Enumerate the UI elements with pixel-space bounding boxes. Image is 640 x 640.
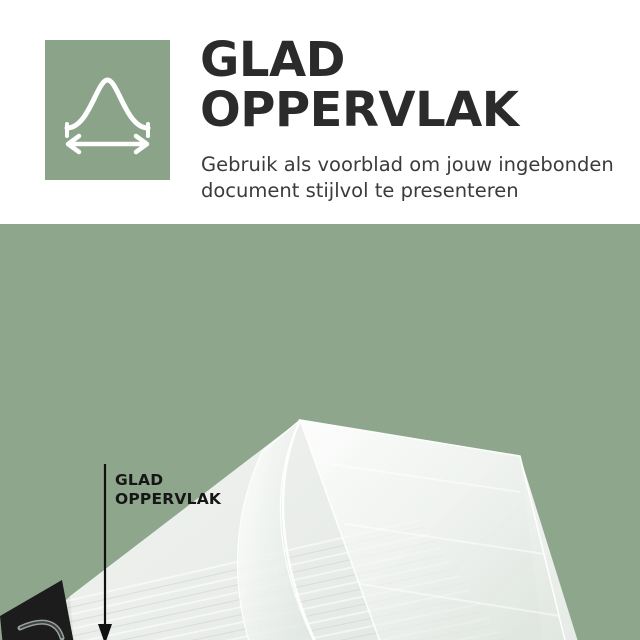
header-section — [0, 0, 640, 224]
callout-label — [115, 471, 221, 510]
product-photo — [0, 224, 640, 640]
smooth-surface-icon — [45, 40, 170, 180]
title-line-2: OPPERVLAK — [200, 81, 519, 138]
title-line-1: GLAD — [200, 32, 345, 88]
page-title — [200, 32, 630, 138]
page-subtitle: Gebruik als voorblad om jouw ingebonden document stijlvol te presenteren — [201, 153, 614, 203]
callout-line-1: GLAD — [115, 471, 164, 489]
callout-line-2: OPPERVLAK — [115, 490, 222, 509]
